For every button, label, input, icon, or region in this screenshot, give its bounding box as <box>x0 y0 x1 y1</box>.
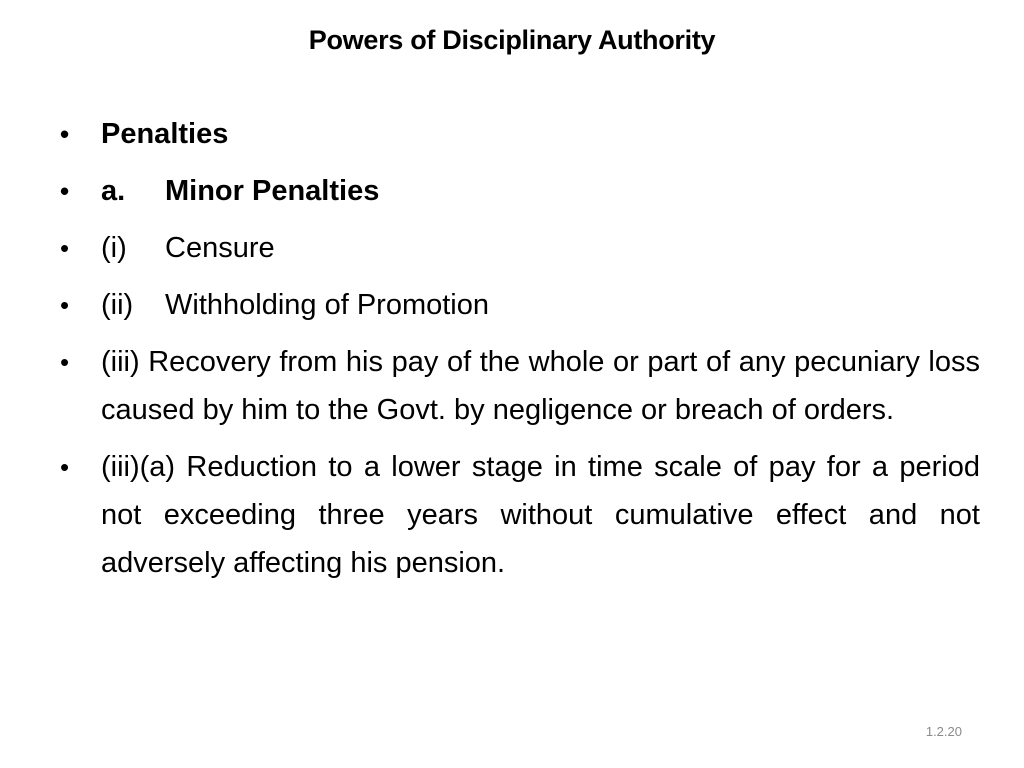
bullet-item-penalties <box>60 110 980 158</box>
bullet-item-recovery <box>60 338 980 434</box>
bullet-icon: • <box>60 233 70 263</box>
bullet-text: Penalties <box>101 118 229 150</box>
bullet-marker: a. <box>101 175 126 207</box>
bullet-marker: (i) <box>101 232 127 264</box>
bullet-item-censure <box>60 224 980 272</box>
bullet-text: Minor Penalties <box>165 175 380 207</box>
bullet-text: (iii) Recovery from his pay of the whole or part of any pecuniary loss caused by him to the Govt. by negligence or breach of orders. <box>101 346 980 426</box>
bullet-list <box>60 110 980 596</box>
bullet-icon: • <box>60 176 70 206</box>
bullet-icon: • <box>60 290 70 320</box>
bullet-marker: (ii) <box>101 289 134 321</box>
bullet-text: Censure <box>165 232 275 264</box>
bullet-item-minor-penalties <box>60 167 980 215</box>
bullet-text: (iii)(a) Reduction to a lower stage in time scale of pay for a period not exceeding three years without cumulative effect and not adversely affecting his pension. <box>101 451 980 579</box>
bullet-item-reduction <box>60 443 980 587</box>
bullet-icon: • <box>60 347 70 377</box>
bullet-text: Withholding of Promotion <box>165 289 489 321</box>
bullet-item-withholding-promotion <box>60 281 980 329</box>
bullet-icon: • <box>60 452 70 482</box>
slide-number: 1.2.20 <box>925 724 962 739</box>
slide-title: Powers of Disciplinary Authority <box>308 25 716 55</box>
bullet-icon: • <box>60 119 70 149</box>
